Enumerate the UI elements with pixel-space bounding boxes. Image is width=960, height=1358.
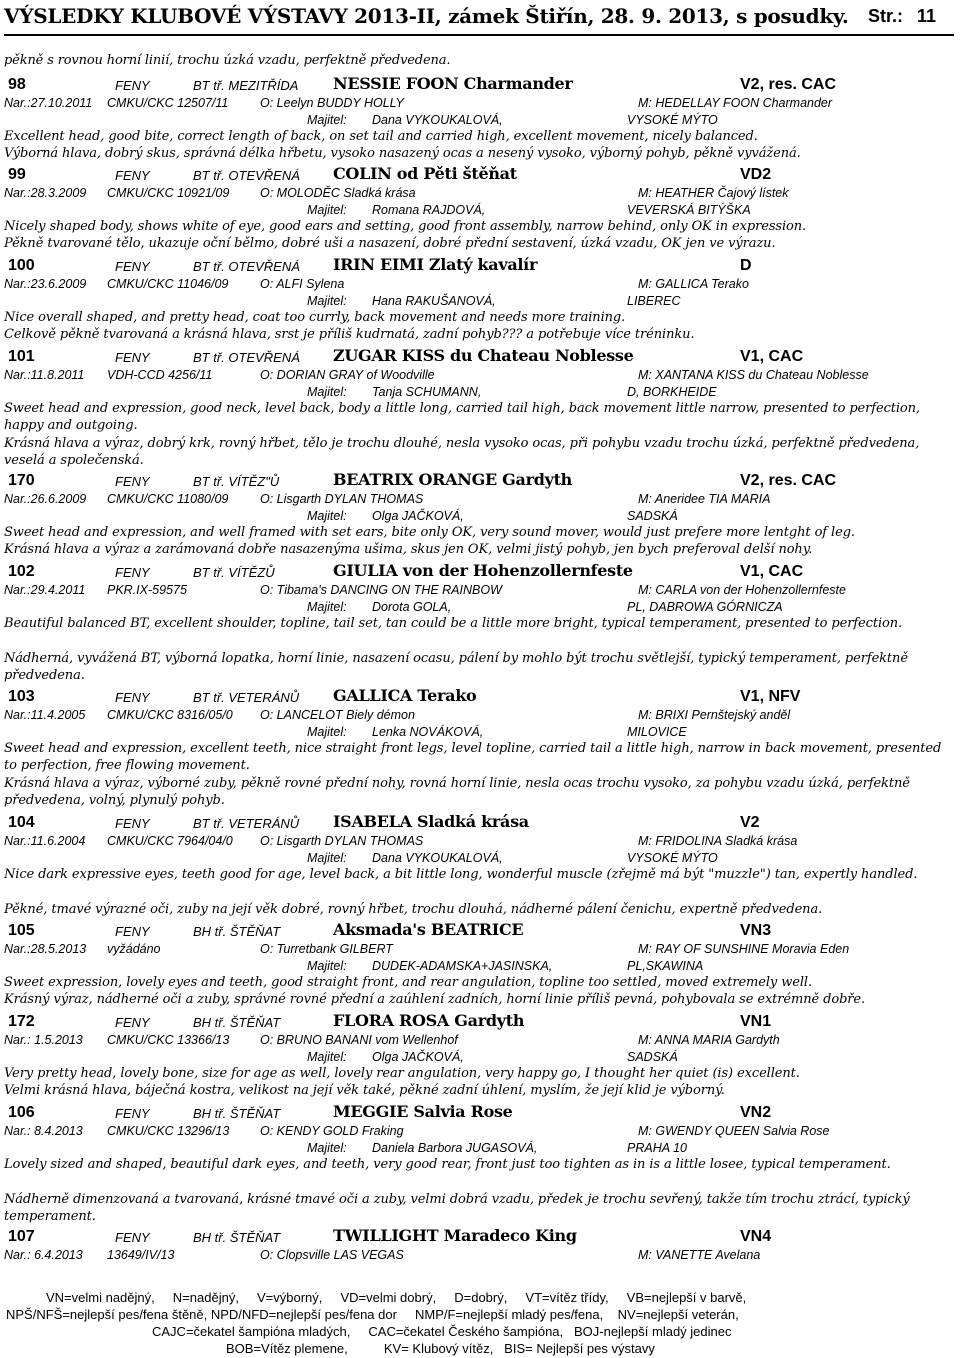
owner-label: Majitel: bbox=[307, 509, 347, 523]
pedigree-row bbox=[0, 1033, 960, 1050]
catalog-number: 102 bbox=[8, 563, 35, 580]
entry-header-row bbox=[0, 74, 960, 96]
dam-name: M: ANNA MARIA Gardyth bbox=[638, 1033, 780, 1047]
owner-name: Dana VYKOUKALOVÁ, bbox=[372, 113, 503, 127]
critique-czech: Krásná hlava a výraz, výborné zuby, pěkně rovné přední nohy, rovná horní linie, nesla ocas trochu vysoko, za pohybu vzadu úzká, perfektně předvedena, volný, plynulý pohyb. bbox=[4, 775, 910, 809]
pedigree-row bbox=[0, 96, 960, 113]
owner-city: MILOVICE bbox=[627, 725, 687, 739]
owner-city: SADSKÁ bbox=[627, 509, 678, 523]
sex-label: FENY bbox=[115, 1106, 150, 1121]
critique-czech: Celkově pěkně tvarovaná a krásná hlava, srst je příliš kudrnatá, zadní pohyb??? a potřebuje více tréninku. bbox=[4, 327, 695, 343]
registration-number: CMKU/CKC 13366/13 bbox=[107, 1033, 230, 1047]
sex-label: FENY bbox=[115, 259, 150, 274]
pedigree-row bbox=[0, 583, 960, 600]
result-grade: D bbox=[740, 257, 752, 274]
dam-name: M: RAY OF SUNSHINE Moravia Eden bbox=[638, 942, 850, 956]
owner-label: Majitel: bbox=[307, 1141, 347, 1155]
result-grade: V2, res. CAC bbox=[740, 76, 837, 93]
registration-number: CMKU/CKC 7964/04/0 bbox=[107, 834, 233, 848]
class-label: BT tř. VÍTĚZ"Ů bbox=[193, 474, 280, 489]
intro-line: pěkně s rovnou horní linií, trochu úzká vzadu, perfektně předvedena. bbox=[4, 53, 451, 68]
catalog-number: 103 bbox=[8, 688, 35, 705]
dog-name: GIULIA von der Hohenzollernfeste bbox=[333, 561, 633, 580]
sire-name: O: Lisgarth DYLAN THOMAS bbox=[260, 834, 424, 848]
pedigree-row bbox=[0, 1248, 960, 1265]
dam-name: M: FRIDOLINA Sladká krása bbox=[638, 834, 798, 848]
page-title: VÝSLEDKY KLUBOVÉ VÝSTAVY 2013-II, zámek Štiřín, 28. 9. 2013, s posudky. bbox=[4, 4, 849, 28]
catalog-number: 101 bbox=[8, 348, 35, 365]
owner-name: Lenka NOVÁKOVÁ, bbox=[372, 725, 484, 739]
critique-czech: Velmi krásná hlava, báječná kostra, velikost na její věk také, pěkné zadní úhlení, myslím, že její klid je výborný. bbox=[4, 1083, 725, 1099]
dog-name: MEGGIE Salvia Rose bbox=[333, 1102, 513, 1121]
class-label: BT tř. OTEVŘENÁ bbox=[193, 350, 300, 365]
legend-line: CAJC=čekatel šampióna mladých, CAC=čekatel Českého šampióna, BOJ-nejlepší mladý jedinec bbox=[152, 1324, 732, 1339]
legend-line: VN=velmi nadějný, N=nadějný, V=výborný, VD=velmi dobrý, D=dobrý, VT=vítěz třídy, VB=nejlepší v barvě, bbox=[46, 1290, 747, 1305]
entry-header-row bbox=[0, 255, 960, 277]
dog-name: TWILLIGHT Maradeco King bbox=[333, 1226, 577, 1245]
dam-name: M: GWENDY QUEEN Salvia Rose bbox=[638, 1124, 830, 1138]
entry-header-row bbox=[0, 561, 960, 583]
registration-number: vyžádáno bbox=[107, 942, 161, 956]
pedigree-row bbox=[0, 834, 960, 851]
pedigree-row bbox=[0, 708, 960, 725]
class-label: BH tř. ŠTĚŇAT bbox=[193, 1106, 281, 1121]
result-grade: VN3 bbox=[740, 922, 772, 939]
owner-label: Majitel: bbox=[307, 600, 347, 614]
catalog-number: 106 bbox=[8, 1104, 35, 1121]
registration-number: 13649/IV/13 bbox=[107, 1248, 175, 1262]
pedigree-row bbox=[0, 492, 960, 509]
critique-english: Sweet head and expression, good neck, level back, body a little long, carried tail high, back movement little narrow, presented to perfection, happy and outgoing. bbox=[4, 401, 920, 434]
sire-name: O: Clopsville LAS VEGAS bbox=[260, 1248, 404, 1262]
owner-name: Tanja SCHUMANN, bbox=[372, 385, 482, 399]
dam-name: M: CARLA von der Hohenzollernfeste bbox=[638, 583, 846, 597]
catalog-number: 99 bbox=[8, 166, 26, 183]
owner-label: Majitel: bbox=[307, 1050, 347, 1064]
owner-city: LIBEREC bbox=[627, 294, 681, 308]
owner-name: Romana RAJDOVÁ, bbox=[372, 203, 486, 217]
entry-header-row bbox=[0, 346, 960, 368]
dog-name: GALLICA Terako bbox=[333, 686, 477, 705]
birth-date: Nar.:11.8.2011 bbox=[4, 368, 85, 382]
result-grade: VD2 bbox=[740, 166, 772, 183]
dam-name: M: HEATHER Čajový lístek bbox=[638, 186, 789, 200]
pedigree-row bbox=[0, 1124, 960, 1141]
entry-header-row bbox=[0, 1102, 960, 1124]
entry-header-row bbox=[0, 164, 960, 186]
dog-name: ISABELA Sladká krása bbox=[333, 812, 529, 831]
registration-number: CMKU/CKC 11046/09 bbox=[107, 277, 229, 291]
sex-label: FENY bbox=[115, 168, 150, 183]
owner-label: Majitel: bbox=[307, 959, 347, 973]
critique-english: Sweet head and expression, and well framed with set ears, bite only OK, very sound mover, would just prefere more lentght of leg. bbox=[4, 525, 855, 540]
birth-date: Nar.:29.4.2011 bbox=[4, 583, 86, 597]
dam-name: M: GALLICA Terako bbox=[638, 277, 749, 291]
class-label: BT tř. VETERÁNŮ bbox=[193, 816, 300, 831]
sire-name: O: Tibama's DANCING ON THE RAINBOW bbox=[260, 583, 502, 597]
class-label: BT tř. OTEVŘENÁ bbox=[193, 259, 300, 274]
critique-czech: Pěkně tvarované tělo, ukazuje oční bělmo, dobré uši a nasazení, dobré přední sestavení, úzká vzadu, OK jen ve výrazu. bbox=[4, 236, 776, 252]
dam-name: M: XANTANA KISS du Chateau Noblesse bbox=[638, 368, 869, 382]
pedigree-row bbox=[0, 186, 960, 203]
catalog-number: 100 bbox=[8, 257, 35, 274]
catalog-number: 170 bbox=[8, 472, 35, 489]
entry-header-row bbox=[0, 470, 960, 492]
dam-name: M: Aneridee TIA MARIA bbox=[638, 492, 771, 506]
owner-label: Majitel: bbox=[307, 385, 347, 399]
registration-number: CMKU/CKC 13296/13 bbox=[107, 1124, 230, 1138]
catalog-number: 105 bbox=[8, 922, 35, 939]
owner-city: VYSOKÉ MÝTO bbox=[627, 851, 718, 865]
critique-english: Nice dark expressive eyes, teeth good for age, level back, a bit little long, wonderful muscle (zřejmě má být "muzzle") tan, expertly handled. bbox=[4, 867, 918, 882]
entry-header-row bbox=[0, 1226, 960, 1248]
critique-czech: Výborná hlava, dobrý skus, správná délka hřbetu, vysoko nasazený ocas a nesený vysoko, výborný pohyb, pěkně vyvážená. bbox=[4, 146, 801, 162]
sire-name: O: KENDY GOLD Fraking bbox=[260, 1124, 404, 1138]
entry-header-row bbox=[0, 812, 960, 834]
sex-label: FENY bbox=[115, 1015, 150, 1030]
sex-label: FENY bbox=[115, 565, 150, 580]
legend-line: NPŠ/NFŠ=nejlepší pes/fena štěně, NPD/NFD=nejlepší pes/fena dor NMP/F=nejlepší mladý pes/fena, NV=nejlepší veterán, bbox=[6, 1307, 739, 1322]
sex-label: FENY bbox=[115, 350, 150, 365]
sex-label: FENY bbox=[115, 1230, 150, 1245]
dog-name: FLORA ROSA Gardyth bbox=[333, 1011, 525, 1030]
owner-name: Olga JAČKOVÁ, bbox=[372, 1050, 464, 1064]
dog-name: ZUGAR KISS du Chateau Noblesse bbox=[333, 346, 634, 365]
critique-czech: Krásný výraz, nádherné oči a zuby, správné rovné přední a zaúhlení zadních, horní linie příliš pevná, pohybovala se extrémně dobře. bbox=[4, 992, 866, 1008]
critique-czech: Nádherně dimenzovaná a tvarovaná, krásné tmavé oči a zuby, velmi dobrá vzadu, předek je trochu sevřený, takže tím trochu ztrácí, typický temperament. bbox=[4, 1191, 910, 1225]
birth-date: Nar.:11.6.2004 bbox=[4, 834, 86, 848]
critique-english: Excellent head, good bite, correct length of back, on set tail and carried high, excellent movement, nicely balanced. bbox=[4, 129, 758, 144]
critique-czech: Krásná hlava a výraz a zarámovaná dobře nasazenýma ušima, skus jen OK, velmi jistý pohyb, jen bych preferoval delší nohy. bbox=[4, 542, 813, 558]
class-label: BH tř. ŠTĚŇAT bbox=[193, 1230, 281, 1245]
page-number: 11 bbox=[917, 6, 937, 26]
owner-label: Majitel: bbox=[307, 113, 347, 127]
class-label: BH tř. ŠTĚŇAT bbox=[193, 1015, 281, 1030]
sex-label: FENY bbox=[115, 816, 150, 831]
owner-label: Majitel: bbox=[307, 851, 347, 865]
legend-line: BOB=Vítěz plemene, KV= Klubový vítěz, BIS= Nejlepší pes výstavy bbox=[226, 1341, 655, 1356]
birth-date: Nar.:27.10.2011 bbox=[4, 96, 93, 110]
result-grade: VN2 bbox=[740, 1104, 772, 1121]
dog-name: NESSIE FOON Charmander bbox=[333, 74, 573, 93]
sire-name: O: Leelyn BUDDY HOLLY bbox=[260, 96, 404, 110]
registration-number: VDH-CCD 4256/11 bbox=[107, 368, 213, 382]
owner-city: PL,SKAWINA bbox=[627, 959, 704, 973]
critique-english: Nicely shaped body, shows white of eye, good ears and setting, good front assembly, narrow behind, only OK in expression. bbox=[4, 219, 807, 234]
class-label: BH tř. ŠTĚŇAT bbox=[193, 924, 281, 939]
result-grade: VN4 bbox=[740, 1228, 772, 1245]
birth-date: Nar.:23.6.2009 bbox=[4, 277, 87, 291]
catalog-number: 98 bbox=[8, 76, 26, 93]
sire-name: O: BRUNO BANANI vom Wellenhof bbox=[260, 1033, 458, 1047]
owner-label: Majitel: bbox=[307, 203, 347, 217]
sex-label: FENY bbox=[115, 690, 150, 705]
critique-english: Beautiful balanced BT, excellent shoulder, topline, tail set, tan could be a little more bright, typical temperament, presented to perfection. bbox=[4, 616, 903, 631]
birth-date: Nar.:26.6.2009 bbox=[4, 492, 87, 506]
owner-label: Majitel: bbox=[307, 294, 347, 308]
sire-name: O: LANCELOT Biely démon bbox=[260, 708, 415, 722]
owner-name: DUDEK-ADAMSKA+JASINSKA, bbox=[372, 959, 553, 973]
birth-date: Nar.: 6.4.2013 bbox=[4, 1248, 83, 1262]
owner-city: D, BORKHEIDE bbox=[627, 385, 717, 399]
class-label: BT tř. VÍTĚZŮ bbox=[193, 565, 275, 580]
catalog-number: 172 bbox=[8, 1013, 35, 1030]
registration-number: CMKU/CKC 10921/09 bbox=[107, 186, 230, 200]
dog-name: BEATRIX ORANGE Gardyth bbox=[333, 470, 573, 489]
owner-name: Hana RAKUŠANOVÁ, bbox=[372, 294, 496, 308]
page-number-block bbox=[868, 6, 936, 27]
critique-czech: Krásná hlava a výraz, dobrý krk, rovný hřbet, tělo je trochu dlouhé, nesla vysoko ocas, při pohybu vzadu trochu úzká, perfektně předvedena, veselá a společenská. bbox=[4, 435, 920, 469]
class-label: BT tř. OTEVŘENÁ bbox=[193, 168, 300, 183]
owner-name: Dorota GOLA, bbox=[372, 600, 452, 614]
critique-czech: Pěkné, tmavé výrazné oči, zuby na její věk dobré, rovný hřbet, trochu dlouhá, nádherné pálení čenichu, expertně předvedena. bbox=[4, 901, 823, 917]
birth-date: Nar.: 1.5.2013 bbox=[4, 1033, 83, 1047]
entry-header-row bbox=[0, 686, 960, 708]
birth-date: Nar.:28.3.2009 bbox=[4, 186, 87, 200]
critique-english: Sweet expression, lovely eyes and teeth, good straight front, and rear angulation, topline too settled, moved extremely well. bbox=[4, 975, 812, 990]
dam-name: M: BRIXI Pernštejský anděl bbox=[638, 708, 791, 722]
registration-number: CMKU/CKC 11080/09 bbox=[107, 492, 229, 506]
sex-label: FENY bbox=[115, 78, 150, 93]
registration-number: CMKU/CKC 8316/05/0 bbox=[107, 708, 233, 722]
catalog-number: 104 bbox=[8, 814, 35, 831]
birth-date: Nar.: 8.4.2013 bbox=[4, 1124, 83, 1138]
dog-name: Aksmada's BEATRICE bbox=[333, 920, 524, 939]
sex-label: FENY bbox=[115, 924, 150, 939]
owner-city: SADSKÁ bbox=[627, 1050, 678, 1064]
owner-name: Daniela Barbora JUGASOVÁ, bbox=[372, 1141, 538, 1155]
critique-english: Nice overall shaped, and pretty head, coat too currly, back movement and needs more training. bbox=[4, 310, 626, 325]
owner-city: VEVERSKÁ BITÝŠKA bbox=[627, 203, 751, 217]
entry-header-row bbox=[0, 920, 960, 942]
owner-city: VYSOKÉ MÝTO bbox=[627, 113, 718, 127]
result-grade: V2 bbox=[740, 814, 760, 831]
result-grade: V2, res. CAC bbox=[740, 472, 837, 489]
sire-name: O: Lisgarth DYLAN THOMAS bbox=[260, 492, 424, 506]
class-label: BT tř. MEZITŘÍDA bbox=[193, 78, 299, 93]
pedigree-row bbox=[0, 368, 960, 385]
birth-date: Nar.:28.5.2013 bbox=[4, 942, 87, 956]
birth-date: Nar.:11.4.2005 bbox=[4, 708, 86, 722]
pedigree-row bbox=[0, 277, 960, 294]
sire-name: O: DORIAN GRAY of Woodville bbox=[260, 368, 435, 382]
result-grade: V1, NFV bbox=[740, 688, 801, 705]
critique-english: Very pretty head, lovely bone, size for age as well, lovely rear angulation, very happy go, I thought her quiet (is) excellent. bbox=[4, 1066, 800, 1081]
critique-english: Lovely sized and shaped, beautiful dark eyes, and teeth, very good rear, front just too tighten as in is a little losee, typical temperament. bbox=[4, 1157, 891, 1172]
result-grade: VN1 bbox=[740, 1013, 772, 1030]
owner-city: PRAHA 10 bbox=[627, 1141, 687, 1155]
class-label: BT tř. VETERÁNŮ bbox=[193, 690, 300, 705]
registration-number: PKR.IX-59575 bbox=[107, 583, 187, 597]
dog-name: COLIN od Pěti štěňat bbox=[333, 164, 517, 183]
catalog-number: 107 bbox=[8, 1228, 35, 1245]
page-label: Str.: bbox=[868, 6, 904, 26]
result-grade: V1, CAC bbox=[740, 563, 804, 580]
owner-name: Olga JAČKOVÁ, bbox=[372, 509, 464, 523]
pedigree-row bbox=[0, 942, 960, 959]
dam-name: M: VANETTE Avelana bbox=[638, 1248, 761, 1262]
dam-name: M: HEDELLAY FOON Charmander bbox=[638, 96, 833, 110]
sire-name: O: ALFI Sylena bbox=[260, 277, 345, 291]
sire-name: O: MOLODĚC Sladká krása bbox=[260, 186, 416, 200]
result-grade: V1, CAC bbox=[740, 348, 804, 365]
registration-number: CMKU/CKC 12507/11 bbox=[107, 96, 229, 110]
owner-label: Majitel: bbox=[307, 725, 347, 739]
entry-header-row bbox=[0, 1011, 960, 1033]
critique-english: Sweet head and expression, excellent teeth, nice straight front legs, level topline, carried tail a little high, narrow in back movement, presented to perfection, free flowing movement. bbox=[4, 741, 942, 774]
critique-czech: Nádherná, vyvážená BT, výborná lopatka, horní linie, nasazení ocasu, pálení by mohlo být trochu světlejší, typický temperament, perfektně předvedena. bbox=[4, 650, 908, 684]
page-header bbox=[4, 4, 954, 36]
sire-name: O: Turretbank GILBERT bbox=[260, 942, 393, 956]
dog-name: IRIN EIMI Zlatý kavalír bbox=[333, 255, 538, 274]
sex-label: FENY bbox=[115, 474, 150, 489]
owner-name: Dana VYKOUKALOVÁ, bbox=[372, 851, 503, 865]
owner-city: PL, DABROWA GÓRNICZA bbox=[627, 600, 783, 614]
